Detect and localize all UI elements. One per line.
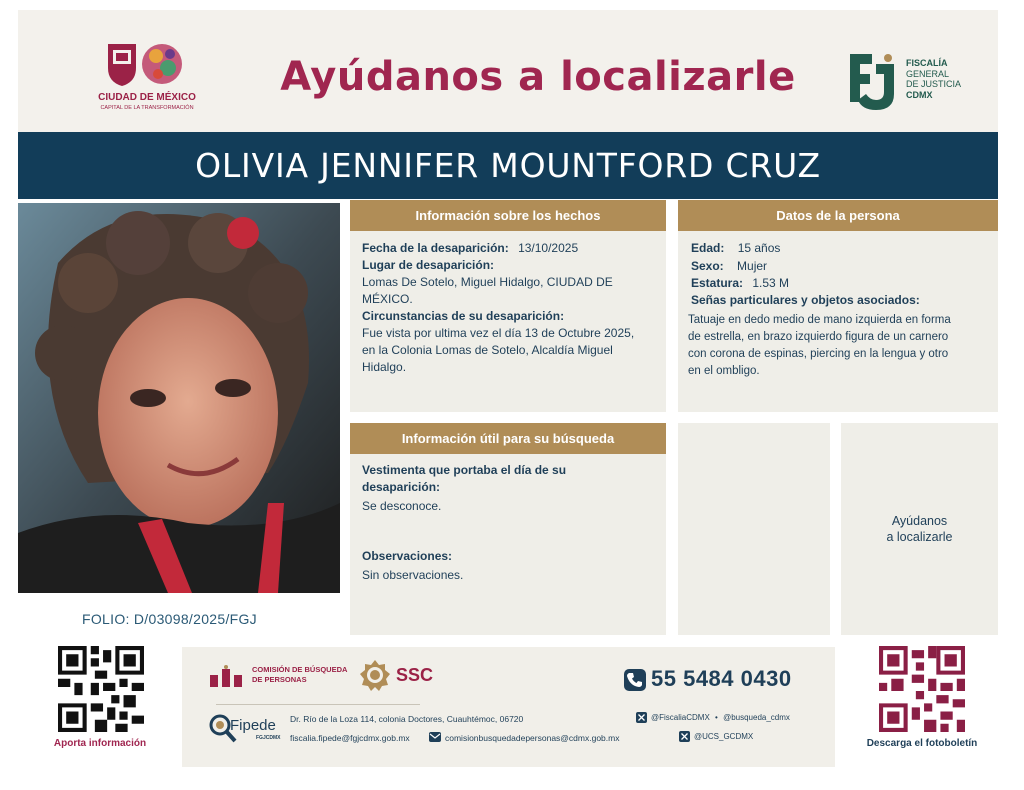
fgj-line1: FISCALÍA [906,58,948,68]
edad-value: 15 años [737,241,781,255]
fgj-logo [846,50,996,114]
email-comision[interactable]: comisionbusquedadepersonas@cdmx.gob.mx [445,733,620,743]
sexo-value: Mujer [737,259,768,273]
fgj-text [906,58,961,100]
footer-contact [182,647,835,767]
qr-right-label: Descarga el fotoboletín [866,738,978,749]
ayudanos-line-2: a localizarle [886,530,953,544]
estatura-label: Estatura: [691,276,744,290]
fgj-line3: DE JUSTICIA [906,79,962,89]
estatura-value: 1.53 M [752,276,790,290]
page-title: Ayúdanos a localizarle [280,54,796,100]
senas-line-1: Tatuaje en dedo medio de mano izquierda en forma [688,314,951,326]
comision-line-1: COMISIÓN DE BÚSQUEDA [252,665,348,674]
cdmx-shield-icon [102,38,190,90]
ssc-badge-icon [359,659,391,691]
fgj-mark-icon [846,50,898,114]
observaciones-value: Sin observaciones. [362,568,464,582]
qr-left-label: Aporta información [53,738,147,749]
senas-line-2: de estrella, en brazo izquierdo figura de un carnero [688,331,949,343]
address-text: Dr. Río de la Loza 114, colonia Doctores, Cuauhtémoc, 06720 [290,714,524,724]
social-busqueda[interactable]: @busqueda_cdmx [723,713,790,722]
portrait-image [18,203,340,593]
sexo-label: Sexo: [691,259,724,273]
social-separator: • [715,713,718,722]
comision-line-2: DE PERSONAS [252,675,307,684]
card-hechos-heading: Información sobre los hechos [350,200,666,231]
vestimenta-label-1: Vestimenta que portaba el día de su [362,463,567,477]
x-social-icon [636,712,647,723]
fgj-line2: GENERAL [906,68,950,79]
vestimenta-value: Se desconoce. [362,499,442,513]
circ-line-2: en la Colonia Lomas de Sotelo, Alcaldía Miguel [362,343,613,357]
senas-line-4: en el ombligo. [688,365,760,377]
header-banner [18,10,998,132]
card-persona-heading: Datos de la persona [678,200,998,231]
folio-number: FOLIO: D/03098/2025/FGJ [82,611,257,627]
senas-line-3: con corona de espinas, piercing en la lengua y otro [688,348,949,360]
ssc-label: SSC [396,665,434,685]
social-ucs[interactable]: @UCS_GCDMX [694,732,754,741]
person-photo [18,203,340,593]
ayudanos-line-1: Ayúdanos [891,514,948,528]
card-ayudanos [841,423,998,635]
lugar-label: Lugar de desaparición: [362,258,495,272]
lugar-value-1: Lomas De Sotelo, Miguel Hidalgo, CIUDAD DE [362,275,613,289]
fipede-label: Fipede [230,717,276,734]
edad-label: Edad: [691,241,725,255]
phone-number[interactable]: 55 5484 0430 [651,666,792,691]
lugar-value-2: MÉXICO. [362,292,413,306]
email-icon [429,732,441,742]
senas-label: Señas particulares y objetos asociados: [691,293,920,307]
fecha-value: 13/10/2025 [518,241,579,255]
circ-line-1: Fue vista por ultima vez el día 13 de Octubre 2025, [362,326,635,340]
card-empty [678,423,830,635]
circ-label: Circunstancias de su desaparición: [362,309,565,323]
name-bar [18,132,998,199]
comision-logo-icon [210,665,244,689]
cdmx-logo [92,38,202,122]
fgj-line4: CDMX [906,89,933,100]
x-social-icon-2 [679,731,690,742]
social-fiscalia[interactable]: @FiscaliaCDMX [651,713,710,722]
observaciones-label: Observaciones: [362,549,453,563]
email-fipede[interactable]: fiscalia.fipede@fgjcdmx.gob.mx [290,733,410,743]
circ-line-3: Hidalgo. [362,360,407,374]
vestimenta-label-2: desaparición: [362,480,441,494]
fipede-sub: FGJCDMX [256,735,281,741]
card-busqueda [350,423,666,635]
person-name: OLIVIA JENNIFER MOUNTFORD CRUZ [195,146,821,185]
cdmx-name: CIUDAD DE MÉXICO [98,92,196,103]
cdmx-tagline: CAPITAL DE LA TRANSFORMACIÓN [100,105,194,111]
fecha-label: Fecha de la desaparición: [362,241,509,255]
qr-code-right[interactable] [879,646,965,732]
card-hechos [350,200,666,412]
card-persona [678,200,998,412]
footer-divider [216,704,420,705]
qr-code-left[interactable] [58,646,144,732]
card-busqueda-heading: Información útil para su búsqueda [350,423,666,454]
phone-icon [624,669,646,691]
